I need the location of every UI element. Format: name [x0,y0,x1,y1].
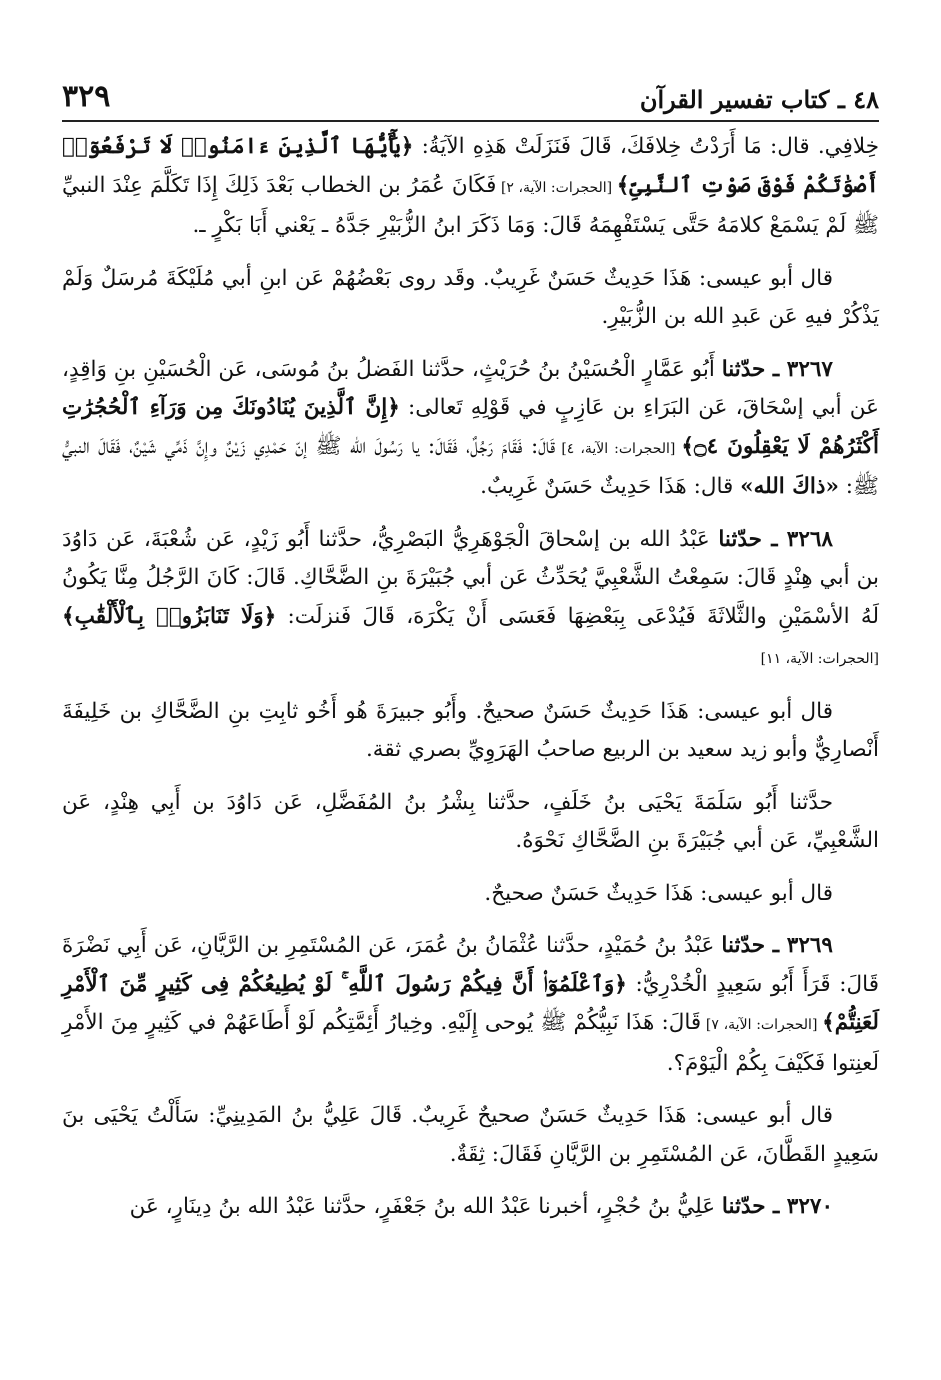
verse-reference: [الحجرات: الآية، ١١] [760,651,879,667]
text: أَبُو عَمَّارٍ الْحُسَيْنُ بنُ حُرَيْثٍ، حدَّثنا الفَضلُ بنُ مُوسَى، عَن الْحُسَيْنِ بنِ وَاقِدٍ، عَن أبي إسْحَاقَ، عَن البَرَاءِ بن عَازِبٍ في قَوْلِهِ تَعالى: [62,356,879,420]
hadith-number: ٣٢٦٧ ـ [765,356,833,382]
paragraph-7 [62,875,879,914]
hadith-3269 [62,927,879,1083]
text: قال أبو عيسى: هَذَا حَدِيثٌ حَسَنٌ صحيحٌ غَرِيبٌ. قَالَ عَلِيُّ بنُ المَدِينِيِّ: سَأَلْتُ يَحْيَى بنَ سَعِيدٍ القَطَّانَ، عَن المُسْتَمِرِ بن الرَّيَّانِ فَقَالَ: ثِقَةٌ. [62,1103,879,1167]
verse-reference: [الحجرات: الآية، ٧] [701,1017,823,1033]
page-number: ٣٢٩ [62,79,111,114]
verse-reference: [الحجرات: الآية، ٢] [496,179,617,196]
text: قال أبو عيسى: هَذَا حَدِيثٌ حَسَنٌ صحيحٌ. وأَبُو جبيرَةَ هُو أَخُو ثابِتِ بنِ الضَّحَّاكِ بن خَلِيفَةَ أَنْصارِيٌّ وأبو زيد سعيد بن الربيع صاحبُ الهَرَوِيِّ بصري ثقة. [62,698,879,762]
paragraph-2 [62,260,879,337]
haddathana: حدّثنا [721,356,766,382]
haddathana: حدّثنا [721,1194,766,1219]
hadith-number: ٣٢٧٠ ـ [765,1194,833,1219]
page-body [62,128,879,1241]
hadith-number: ٣٢٦٩ ـ [765,933,833,958]
paragraph-9 [62,1097,879,1174]
paragraph-5 [62,693,879,770]
text: عَبْدُ بنُ حُمَيْدٍ، حدَّثنا عُثْمَانُ بنُ عُمَرَ، عَن المُسْتَمِرِ بن الرَّيَّانِ، عَن أَبِي نَضْرَةَ قَالَ: قَرَأَ أَبُو سَعِيدٍ الْخُدْرِيُّ: [62,933,879,997]
quran-verse: ﴿يَٰٓأَيُّهَا ٱلَّذِينَ ءَامَنُوا۟ لَا تَرْفَعُوٓا۟ أَصْوَٰتَكُمْ فَوْقَ صَوْتِ ٱلنَّبِىِّ﴾ [62,134,879,198]
hadith-3267 [62,351,879,507]
quran-verse: ﴿وَٱعْلَمُوٓا۟ أَنَّ فِيكُمْ رَسُولَ ٱللَّهِ ۚ لَوْ يُطِيعُكُمْ فِى كَثِيرٍ مِّنَ ٱلْأَمْرِ لَعَنِتُّمْ﴾ [62,971,879,1035]
hadith-3268 [62,521,879,679]
haddathana: حدّثنا [721,933,766,958]
quran-verse: ﴿وَلَا تَنَابَزُوا۟ بِٱلْأَلْقَٰبِ﴾ [62,603,277,629]
text: قَالَ: هَذَا نَبِيُّكُمْ ﷺ يُوحى إِلَيْهِ. وخِيارُ أَئِمَّتِكُم لَوْ أَطَاعَهُمْ في كَثِيرٍ مِنَ الأَمْرِ لَعنِتوا فَكَيْفَ بِكُمْ الْيَوْمَ؟. [62,1010,879,1076]
hadith-number: ٣٢٦٨ ـ [761,526,833,552]
running-title: ٤٨ ـ كتاب تفسير القرآن [639,85,879,114]
text: قَالَ: فَقَامَ رَجُلٌ، فَقَالَ: يا رَسُولَ الله ﷺ إنّ حَمْدِي زَيْنٌ وإِنَّ ذَمِّي شَيْنٌ، فَقَالَ النبيُّ ﷺ: [62,433,879,499]
text: حدَّثنا أَبُو سَلَمَةَ يَحْيَى بنُ خَلَفٍ، حدَّثنا بِشْرُ بنُ المُفَضَّلِ، عَن دَاوُدَ بن أَبِي هِنْدٍ، عَن الشَّعْبِيِّ، عَن أبي جُبَيْرَةَ بنِ الضَّحَّاكِ نَحْوَهُ. [62,789,879,853]
text: قال أبو عيسى: هَذَا حَدِيثٌ حَسَنٌ غَرِيبٌ. وقَد روى بَعْضُهُمْ عَن ابنِ أبي مُلَيْكَةَ مُرسَلٌ وَلَمْ يَذْكُرْ فيهِ عَن عَبدِ الله بن الزُّبَيْرِ. [62,265,879,329]
paragraph-1 [62,128,879,246]
paragraph-6 [62,784,879,861]
header-rule [62,120,879,122]
hadith-3270 [62,1188,879,1227]
prophet-saying: «ذاكَ الله» [740,474,839,499]
quran-verse: ﴿إِنَّ ٱلَّذِينَ يُنَادُونَكَ مِن وَرَآءِ ٱلْحُجُرَٰتِ أَكْثَرُهُمْ لَا يَعْقِلُونَ ۝٤﴾ [62,395,879,459]
haddathana: حدّثنا [718,526,762,552]
text: عَبْدُ الله بن إسْحاقَ الْجَوْهَرِيُّ البَصْرِيُّ، حدَّثنا أَبُو زَيْدٍ، عَن شُعْبَةَ، عَن دَاوُدَ بن أبي هِنْدٍ قَالَ: سَمِعْتُ الشَّعْبِيَّ يُحَدِّثُ عَن أبي جُبَيْرَةَ بنِ الضَّحَّاكِ. قَالَ: كَانَ الرَّجُلُ مِنَّا يَكُونُ لَهُ الأسْمَيْنِ والثَّلاثَةَ فَيُدْعَى بِبَعْضِهَا فَعَسَى أَنْ يَكْرَهَ، قَالَ فَنزلَت: [62,526,879,629]
text: عَلِيُّ بنُ حُجْرٍ، أخبرنا عَبْدُ الله بنُ جَعْفَرٍ، حدَّثنا عَبْدُ الله بنُ دِينَارٍ، عَن [129,1194,722,1219]
page-header [62,66,879,114]
text: قال: هَذَا حَدِيثٌ حَسَنٌ غَرِيبٌ. [480,474,741,499]
text: خِلافِي. قال: مَا أَرَدْتُ خِلافَكَ، قَالَ فَنَزَلَتْ هَذِهِ الآيَةُ: [413,134,879,159]
text: فَكَانَ عُمَرُ بن الخطاب بَعْدَ ذَلِكَ إِذَا تَكَلَّمَ عِنْدَ النبيِّ ﷺ لَمْ يَسْمَعْ كلامَهُ حَتَّى يَسْتَفْهِمَهُ قَالَ: وَمَا ذَكَرَ ابنُ الزُّبَيْرِ جَدَّهُ ـ يَعْني أَبَا بَكْرٍ ـ. [62,172,879,238]
text: قال أبو عيسى: هَذَا حَدِيثٌ حَسَنٌ صحيحٌ. [484,880,833,906]
verse-reference: [الحجرات: الآية، ٤] [555,440,682,457]
